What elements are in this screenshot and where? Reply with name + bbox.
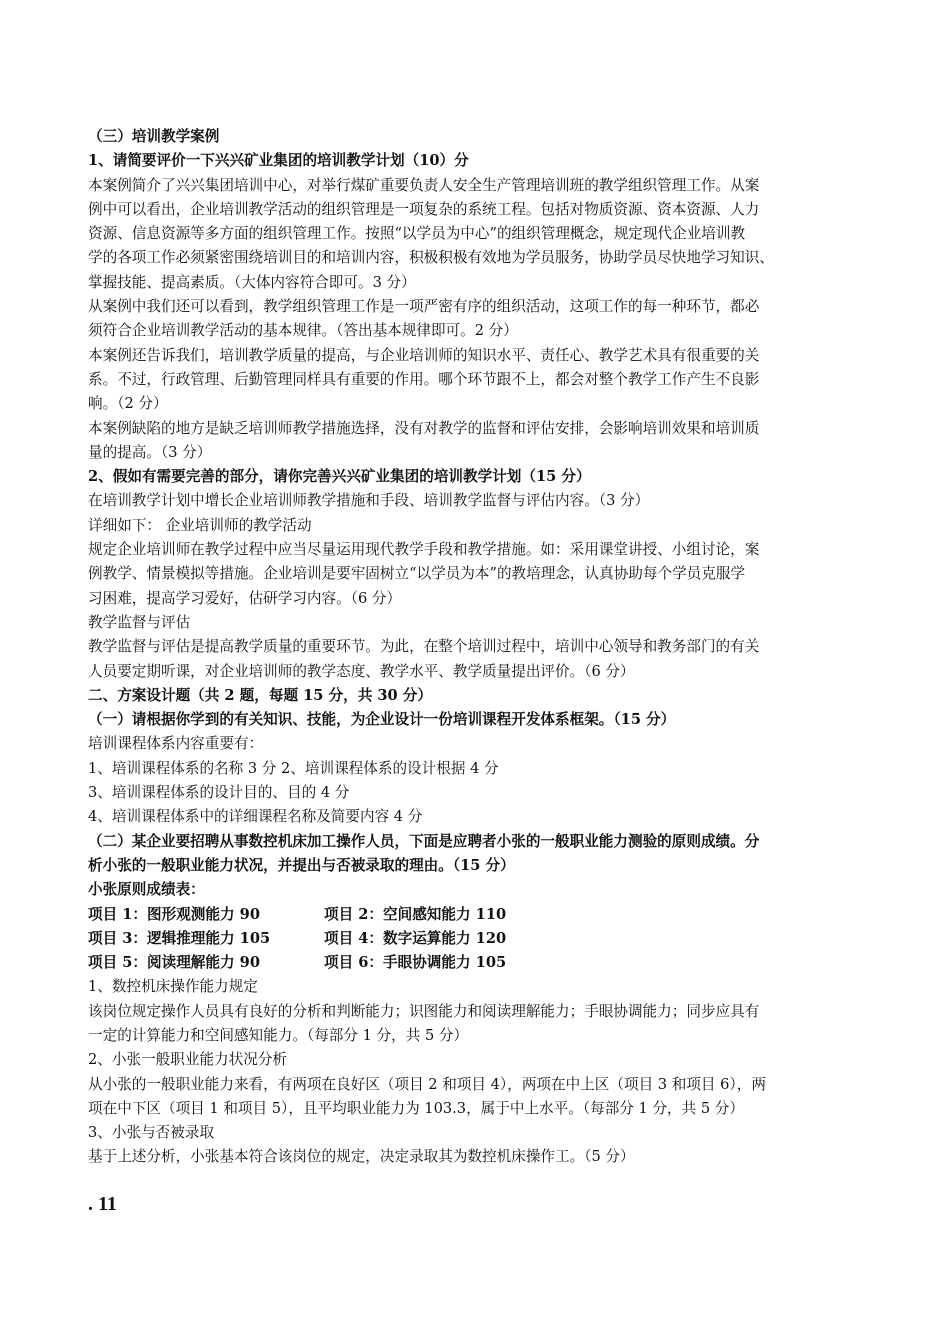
text-line: 在培训教学计划中增长企业培训师教学措施和手段、培训教学监督与评估内容。（3 分） (88, 492, 650, 510)
text-line: 人员要定期听课，对企业培训师的教学态度、教学水平、教学质量提出评价。（6 分） (88, 662, 635, 680)
page-number: . 11 (88, 1193, 117, 1215)
text-line: 习困难，提高学习爱好，估研学习内容。（6 分） (88, 589, 402, 607)
text-line: 一定的计算能力和空间感知能力。（每部分 1 分，共 5 分） (88, 1026, 469, 1044)
design-question-2-title-line: 析小张的一般职业能力状况，并提出与否被录取的理由。（15 分） (88, 856, 515, 874)
text-line: 资源、信息资源等多方面的组织管理工作。按照“以学员为中心”的组织管理概念，规定现代企业培训教 (88, 225, 746, 243)
text-line: 项在中下区（项目 1 和项目 5），且平均职业能力为 103.3，属于中上水平。（每部分 1 分，共 5 分） (88, 1099, 744, 1117)
text-line: 掌握技能、提高素质。（大体内容符合即可。3 分） (88, 273, 416, 291)
text-line: 学的各项工作必须紧密围绕培训目的和培训内容，积极积极有效地为学员服务，协助学员尽快地学习知识、 (88, 249, 774, 267)
score-item: 项目 3：逻辑推理能力 105 (88, 929, 271, 947)
text-line: 3、培训课程体系的设计目的、目的 4 分 (88, 784, 350, 802)
question-1-title: 1、请简要评价一下兴兴矿业集团的培训教学计划（10）分 (88, 152, 469, 170)
text-line: 本案例还告诉我们，培训教学质量的提高，与企业培训师的知识水平、责任心、教学艺术具有很重要的关 (88, 346, 760, 364)
text-line: 从小张的一般职业能力来看，有两项在良好区（项目 2 和项目 4），两项在中上区（项目 3 和项目 6），两 (88, 1075, 766, 1093)
score-item: 项目 1：图形观测能力 90 (88, 905, 260, 923)
text-line: 1、数控机床操作能力规定 (88, 978, 258, 996)
text-line: 响。（2 分） (88, 395, 168, 413)
score-row (88, 903, 868, 927)
text-line: 须符合企业培训教学活动的基本规律。（答出基本规律即可。2 分） (88, 322, 518, 340)
text-line: 量的提高。（3 分） (88, 443, 212, 461)
text-line: 教学监督与评估是提高教学质量的重要环节。为此，在整个培训过程中，培训中心领导和教务部门的有关 (88, 638, 760, 656)
design-section-heading: 二、方案设计题（共 2 题，每题 15 分，共 30 分） (88, 686, 432, 704)
text-line: 3、小张与否被录取 (88, 1124, 215, 1142)
text-line: 培训课程体系内容重要有： (88, 735, 264, 753)
text-line: 本案例缺陷的地方是缺乏培训师教学措施选择，没有对教学的监督和评估安排，会影响培训效果和培训质 (88, 419, 760, 437)
question-2-title: 2、假如有需要完善的部分，请你完善兴兴矿业集团的培训教学计划（15 分） (88, 468, 591, 486)
text-line: 例教学、情景模拟等措施。企业培训是要牢固树立“以学员为本”的教培理念，认真协助每个学员克服学 (88, 565, 746, 583)
text-line: 4、培训课程体系中的详细课程名称及简要内容 4 分 (88, 808, 423, 826)
text-line: 1、培训课程体系的名称 3 分 2、培训课程体系的设计根据 4 分 (88, 759, 499, 777)
design-question-1-answer (88, 732, 868, 829)
question-1-answer (88, 174, 868, 466)
score-table-title: 小张原则成绩表： (88, 881, 205, 899)
score-item: 项目 5：阅读理解能力 90 (88, 954, 260, 972)
score-item: 项目 4：数字运算能力 120 (324, 929, 507, 947)
text-line: 本案例简介了兴兴集团培训中心，对举行煤矿重要负责人安全生产管理培训班的教学组织管理工作。从案 (88, 176, 760, 194)
question-2-answer (88, 489, 868, 683)
text-line: 基于上述分析，小张基本符合该岗位的规定，决定录取其为数控机床操作工。（5 分） (88, 1148, 635, 1166)
text-line: 系。不过，行政管理、后勤管理同样具有重要的作用。哪个环节跟不上，都会对整个教学工作产生不良影 (88, 370, 760, 388)
text-line: 详细如下： 企业培训师的教学活动 (88, 516, 312, 534)
design-question-2-answer (88, 975, 868, 1169)
text-line: 教学监督与评估 (88, 613, 191, 631)
text-line: 例中可以看出，企业培训教学活动的组织管理是一项复杂的系统工程。包括对物质资源、资本资源、人力 (88, 200, 760, 218)
design-question-1-title: （一）请根据你学到的有关知识、技能，为企业设计一份培训课程开发体系框架。（15 分） (88, 711, 676, 729)
score-item: 项目 2：空间感知能力 110 (324, 905, 507, 923)
score-row (88, 951, 868, 975)
text-line: 从案例中我们还可以看到，教学组织管理工作是一项严密有序的组织活动，这项工作的每一种环节，都必 (88, 298, 760, 316)
score-item: 项目 6：手眼协调能力 105 (324, 954, 507, 972)
text-line: 规定企业培训师在教学过程中应当尽量运用现代教学手段和教学措施。如：采用课堂讲授、小组讨论，案 (88, 541, 760, 559)
case-section-heading: （三）培训教学案例 (88, 128, 220, 145)
score-table (88, 903, 868, 976)
text-line: 该岗位规定操作人员具有良好的分析和判断能力；识图能力和阅读理解能力；手眼协调能力；同步应具有 (88, 1002, 760, 1020)
score-row (88, 927, 868, 951)
document-page (88, 125, 868, 1170)
design-question-2-title-line: （二）某企业要招聘从事数控机床加工操作人员，下面是应聘者小张的一般职业能力测验的原则成绩。分 (88, 832, 760, 850)
text-line: 2、小张一般职业能力状况分析 (88, 1051, 288, 1069)
